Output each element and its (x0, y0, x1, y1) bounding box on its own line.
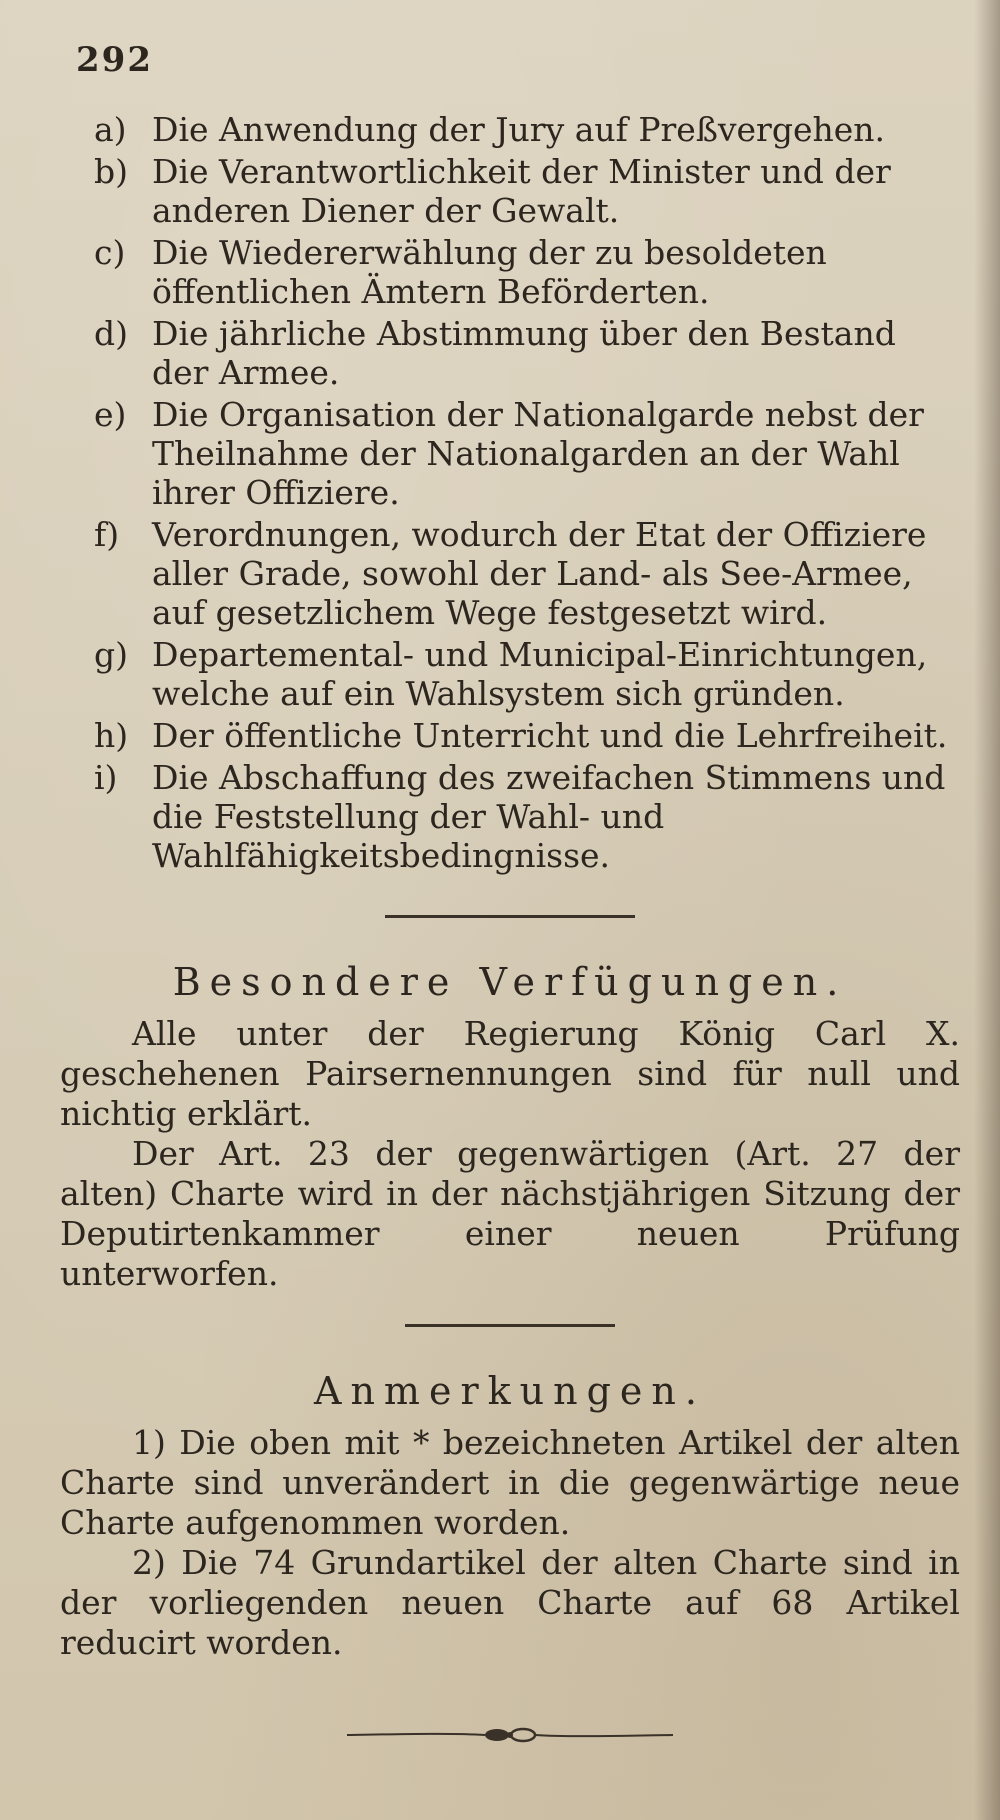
list-item (60, 395, 960, 512)
item-letter: d) (94, 314, 128, 353)
item-letter: a) (94, 110, 127, 149)
item-letter: h) (94, 716, 129, 755)
page-content (60, 110, 960, 1747)
item-text: Die Anwendung der Jury auf Preßvergehen. (152, 110, 886, 149)
section-heading-special-provisions: Besondere Verfügungen. (172, 960, 848, 1004)
paragraph: Alle unter der Regierung König Carl X. geschehenen Pairsernennungen sind für null und nichtig erklärt. (60, 1014, 960, 1133)
list-item (60, 635, 960, 713)
item-letter: i) (94, 758, 118, 797)
item-letter: f) (94, 515, 120, 554)
page-number: 292 (76, 40, 153, 80)
item-letter: g) (94, 635, 128, 674)
item-letter: b) (94, 152, 128, 191)
list-item (60, 110, 960, 149)
item-text: Die Verantwortlichkeit der Minister und der anderen Diener der Gewalt. (152, 152, 891, 230)
list-item (60, 152, 960, 230)
item-letter: e) (94, 395, 127, 434)
item-text: Departemental- und Municipal-Einrichtungen, welche auf ein Wahlsystem sich gründen. (152, 635, 928, 713)
item-text: Die Abschaffung des zweifachen Stimmens und die Feststellung der Wahl- und Wahlfähigkeitsbedingnisse. (152, 758, 946, 875)
list-item (60, 515, 960, 632)
list-item (60, 314, 960, 392)
paragraph: 1) Die oben mit * bezeichneten Artikel der alten Charte sind unverändert in die gegenwärtige neue Charte aufgenommen worden. (60, 1423, 960, 1542)
item-letter: c) (94, 233, 126, 272)
item-text: Die Organisation der Nationalgarde nebst der Theilnahme der Nationalgarden an der Wahl ihrer Offiziere. (152, 395, 924, 512)
list-item (60, 716, 960, 755)
item-text: Verordnungen, wodurch der Etat der Offiziere aller Grade, sowohl der Land- als See-Armee, auf gesetzlichem Wege festgesetzt wird. (152, 515, 927, 632)
section-divider (385, 915, 635, 918)
item-text: Die Wiedererwählung der zu besoldeten öffentlichen Ämtern Beförderten. (152, 233, 827, 311)
section-heading-notes: Anmerkungen. (314, 1369, 706, 1413)
item-text: Der öffentliche Unterricht und die Lehrfreiheit. (152, 716, 948, 755)
item-text: Die jährliche Abstimmung über den Bestand der Armee. (152, 314, 896, 392)
paragraph: Der Art. 23 der gegenwärtigen (Art. 27 der alten) Charte wird in der nächstjährigen Sitzung der Deputirtenkammer einer neuen Prüfung unterworfen. (60, 1134, 960, 1293)
list-item (60, 758, 960, 875)
paragraph: 2) Die 74 Grundartikel der alten Charte sind in der vorliegenden neuen Charte auf 68 Artikel reducirt worden. (60, 1543, 960, 1662)
section-divider (405, 1324, 615, 1327)
list-item (60, 233, 960, 311)
page-edge-shadow (974, 0, 1000, 1820)
closing-ornament (345, 1723, 675, 1747)
